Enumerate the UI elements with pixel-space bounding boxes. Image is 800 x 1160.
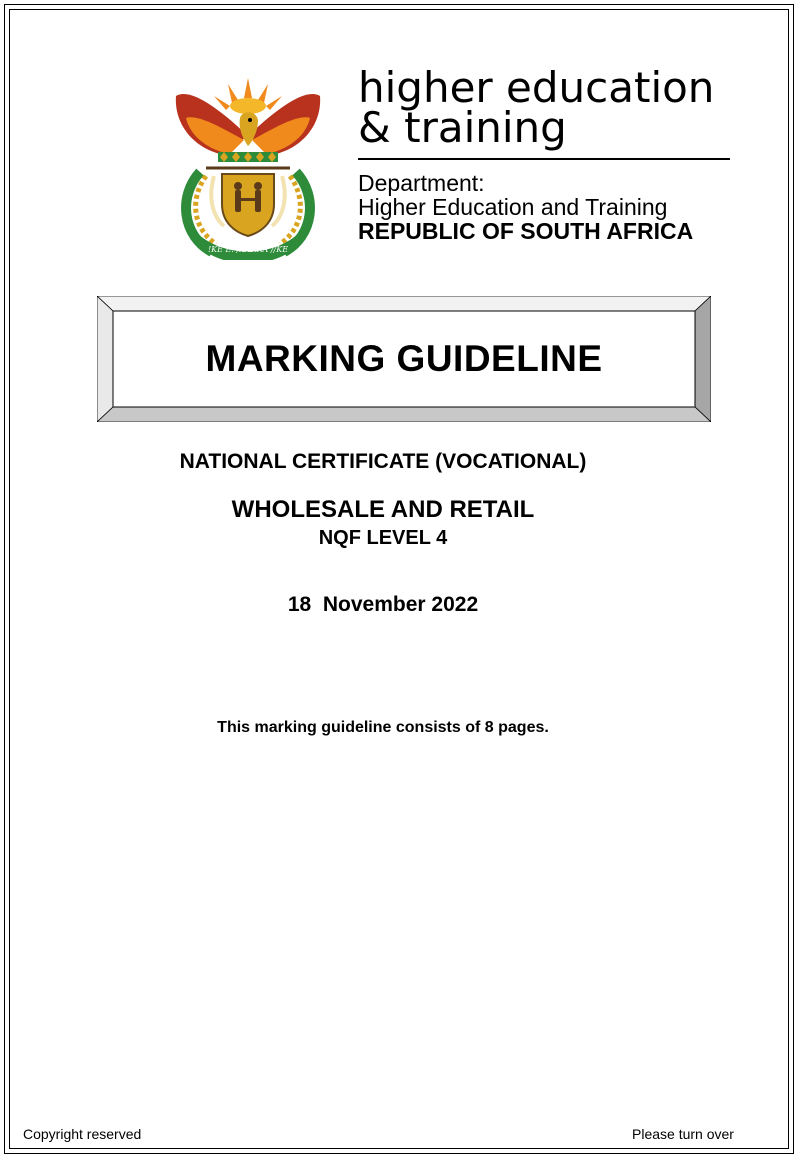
- title-frame: [97, 296, 711, 422]
- dept-label: Department:: [358, 170, 485, 196]
- header-divider: [358, 158, 730, 160]
- department-header: [358, 63, 738, 244]
- page-title: MARKING GUIDELINE: [205, 338, 603, 379]
- dept-line-1: higher education: [358, 63, 715, 112]
- crest-motto-text: !KE E: /XARRA //KE: [207, 245, 289, 254]
- subject-name: WHOLESALE AND RETAIL: [231, 496, 535, 523]
- footer-turn-over: Please turn over: [632, 1126, 734, 1142]
- footer-copyright: Copyright reserved: [23, 1126, 142, 1142]
- nqf-level: NQF LEVEL 4: [318, 527, 448, 549]
- dept-name: Higher Education and Training: [358, 194, 668, 220]
- certificate-name: NATIONAL CERTIFICATE (VOCATIONAL): [179, 450, 587, 473]
- coat-of-arms-logo: [172, 76, 324, 260]
- exam-date: 18 November 2022: [287, 593, 479, 616]
- dept-line-2: & training: [358, 103, 567, 152]
- dept-country: REPUBLIC OF SOUTH AFRICA: [358, 218, 694, 244]
- page-count-note: This marking guideline consists of 8 pages.: [217, 719, 549, 736]
